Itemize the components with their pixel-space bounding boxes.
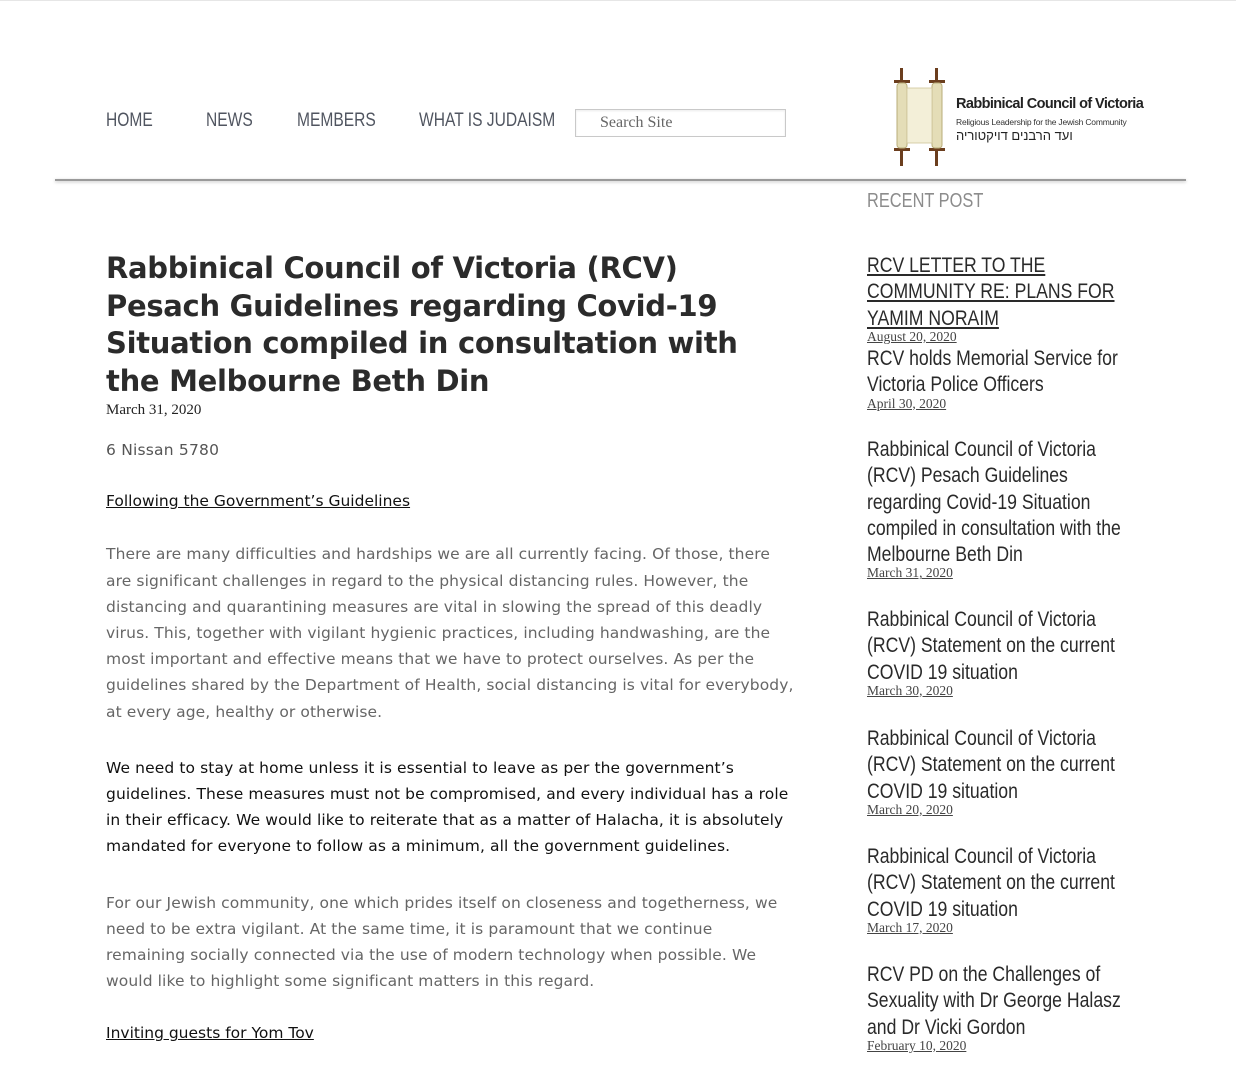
nav-what-is-judaism[interactable]: WHAT IS JUDAISM: [419, 110, 556, 131]
recent-post-item: [867, 725, 1197, 818]
nav-members[interactable]: MEMBERS: [297, 110, 376, 131]
top-border: [0, 0, 1236, 1]
recent-post-date: February 10, 2020: [867, 1037, 967, 1053]
recent-post-item: [867, 961, 1197, 1054]
recent-post-title[interactable]: Rabbinical Council of Victoria (RCV) Pesach Guidelines regarding Covid-19 Situation compiled in consultation with the Melbourne Beth Din: [867, 437, 1121, 567]
article-title: Rabbinical Council of Victoria (RCV) Pesach Guidelines regarding Covid-19 Situation compiled in consultation with the Melbourne Beth Din: [106, 251, 738, 398]
recent-post-date: March 20, 2020: [867, 801, 953, 817]
article-date: March 31, 2020: [106, 402, 202, 419]
article: [106, 250, 796, 1043]
paragraph-stay-home: We need to stay at home unless it is essential to leave as per the government’s guidelines. These measures must not be compromised, and every individual has a role in their efficacy. We would like to reiterate that as a matter of Halacha, it is absolutely mandated for everyone to follow as a minimum, all the government guidelines.: [106, 758, 789, 856]
paragraph-difficulties: There are many difficulties and hardships we are all currently facing. Of those, there are significant challenges in regard to the physical distancing rules. However, the distancing and quarantining measures are vital in slowing the spread of this deadly virus. This, together with vigilant hygienic practices, including handwashing, are the most important and effective means that we have to protect ourselves. As per the guidelines shared by the Department of Health, social distancing is vital for everybody, at every age, healthy or otherwise.: [106, 545, 794, 721]
logo-tagline: Religious Leadership for the Jewish Community: [956, 117, 1127, 127]
recent-post-title[interactable]: Rabbinical Council of Victoria (RCV) Statement on the current COVID 19 situation: [867, 607, 1115, 684]
nav-news[interactable]: NEWS: [206, 110, 253, 131]
recent-post-item: [867, 252, 1197, 345]
site-logo[interactable]: [890, 62, 1150, 170]
recent-post-item: [867, 345, 1197, 412]
section-heading-guests[interactable]: Inviting guests for Yom Tov: [106, 1024, 314, 1043]
nav-home[interactable]: HOME: [106, 110, 153, 131]
recent-posts-sidebar: [867, 190, 1157, 1053]
search-input[interactable]: [575, 109, 786, 137]
recent-post-date: August 20, 2020: [867, 328, 957, 344]
section-heading-guidelines[interactable]: Following the Government’s Guidelines: [106, 492, 411, 511]
logo-title: Rabbinical Council of Victoria: [956, 96, 1144, 112]
recent-post-heading: RECENT POST: [867, 190, 984, 212]
logo-hebrew: ועד הרבנים דויקטוריה: [956, 128, 1073, 143]
recent-post-title[interactable]: RCV PD on the Challenges of Sexuality with Dr George Halasz and Dr Vicki Gordon: [867, 962, 1121, 1039]
recent-post-date: March 31, 2020: [867, 565, 953, 581]
torah-scroll-icon: [890, 62, 954, 170]
paragraph-community: For our Jewish community, one which prides itself on closeness and togetherness, we need to be extra vigilant. At the same time, it is paramount that we continue remaining socially connected via the use of modern technology when possible. We would like to highlight some significant matters in this regard.: [106, 893, 778, 991]
recent-post-item: [867, 436, 1197, 581]
recent-post-date: April 30, 2020: [867, 395, 947, 411]
recent-post-title[interactable]: RCV LETTER TO THE COMMUNITY RE: PLANS FOR YAMIM NORAIM: [867, 253, 1115, 330]
hebrew-date: 6 Nissan 5780: [106, 441, 220, 460]
recent-post-item: [867, 606, 1197, 699]
recent-post-date: March 30, 2020: [867, 682, 953, 698]
header-divider: [55, 179, 1186, 181]
recent-post-title[interactable]: Rabbinical Council of Victoria (RCV) Statement on the current COVID 19 situation: [867, 726, 1115, 803]
recent-post-title[interactable]: Rabbinical Council of Victoria (RCV) Statement on the current COVID 19 situation: [867, 844, 1115, 921]
recent-post-item: [867, 843, 1197, 936]
recent-post-title[interactable]: RCV holds Memorial Service for Victoria Police Officers: [867, 346, 1118, 397]
recent-post-date: March 17, 2020: [867, 919, 953, 935]
